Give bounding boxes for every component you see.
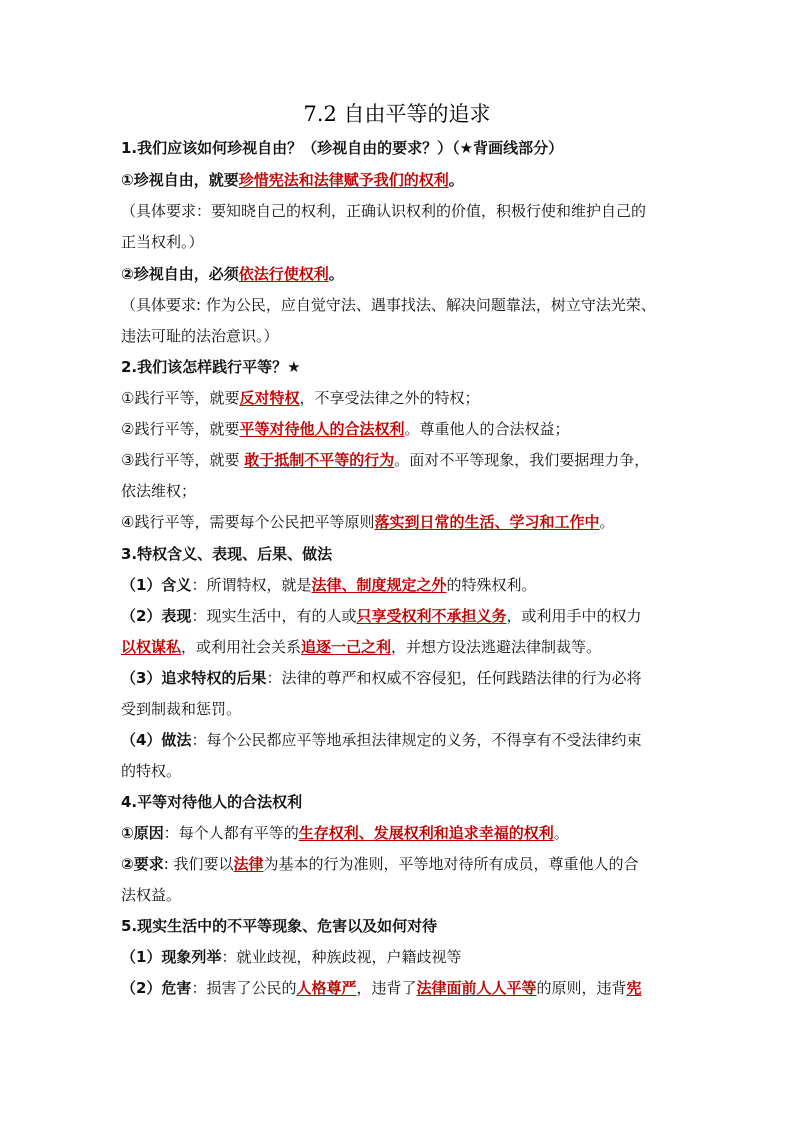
key-phrase: 以权谋私	[121, 638, 182, 656]
s2-item-3: ③践行平等，就要 敢于抵制不平等的行为。面对不平等现象，我们要据理力争，	[121, 451, 650, 469]
key-phrase: 珍惜宪法和法律赋予我们的权利	[238, 171, 449, 189]
s1-point-2: ②珍视自由，必须依法行使权利。	[121, 265, 344, 283]
key-phrase: 敢于抵制不平等的行为	[244, 451, 395, 469]
key-phrase: 生存权利、发展权利和追求幸福的权利	[298, 824, 554, 842]
section-1-heading: 1.我们应该如何珍视自由？（珍视自由的要求？）（★背画线部分）	[121, 139, 564, 157]
s1-point-2-note-cont: 违法可耻的法治意识。）	[121, 327, 279, 345]
s2-item-4: ④践行平等，需要每个公民把平等原则落实到日常的生活、学习和工作中。	[121, 513, 615, 531]
key-phrase: 法律	[233, 855, 264, 873]
s2-item-3-cont: 依法维权；	[121, 482, 197, 500]
key-phrase: 人格尊严	[296, 979, 357, 997]
s1-point-1-note: （具体要求：要知晓自己的权利，正确认识权利的价值，积极行使和维护自己的	[121, 202, 647, 220]
s3-item-3-cont: 受到制裁和惩罚。	[121, 700, 242, 718]
s3-item-2-cont: 以权谋私，或利用社会关系追逐一己之利，并想方设法逃避法律制裁等。	[121, 638, 602, 656]
section-4-heading: 4.平等对待他人的合法权利	[121, 793, 303, 811]
key-phrase: 反对特权	[239, 389, 300, 407]
s3-item-4: （4）做法：每个公民都应平等地承担法律规定的义务，不得享有不受法律约束	[121, 731, 642, 749]
s5-item-2: （2）危害：损害了公民的人格尊严，违背了法律面前人人平等的原则，违背宪	[121, 979, 642, 997]
s4-item-2: ②要求: 我们要以法律为基本的行为准则，平等地对待所有成员，尊重他人的合	[121, 855, 639, 873]
key-phrase: 追逐一己之利	[301, 638, 392, 656]
s3-item-1: （1）含义：所谓特权，就是法律、制度规定之外的特殊权利。	[121, 576, 537, 594]
s3-item-4-cont: 的特权。	[121, 762, 182, 780]
s1-point-1-note-cont: 正当权利。）	[121, 233, 204, 251]
s1-point-1: ①珍视自由，就要珍惜宪法和法律赋予我们的权利。	[121, 171, 464, 189]
key-phrase: 法律、制度规定之外	[311, 576, 447, 594]
key-phrase: 平等对待他人的合法权利	[239, 420, 405, 438]
s4-item-2-cont: 法权益。	[121, 886, 182, 904]
key-phrase: 法律面前人人平等	[416, 979, 537, 997]
s3-item-3: （3）追求特权的后果：法律的尊严和权威不容侵犯，任何践踏法律的行为必将	[121, 669, 642, 687]
section-2-heading: 2.我们该怎样践行平等？★	[121, 358, 301, 376]
s2-item-2: ②践行平等，就要平等对待他人的合法权利。尊重他人的合法权益；	[121, 420, 570, 438]
key-phrase: 只享受权利不承担义务	[356, 607, 507, 625]
section-3-heading: 3.特权含义、表现、后果、做法	[121, 545, 333, 563]
s2-item-1: ①践行平等，就要反对特权，不享受法律之外的特权；	[121, 389, 480, 407]
key-phrase: 依法行使权利	[238, 265, 329, 283]
key-phrase: 落实到日常的生活、学习和工作中	[374, 513, 600, 531]
s1-point-2-note: （具体要求: 作为公民，应自觉守法、遇事找法、解决问题靠法，树立守法光荣、	[121, 296, 656, 314]
s3-item-2: （2）表现：现实生活中，有的人或只享受权利不承担义务，或利用手中的权力	[121, 607, 642, 625]
s4-item-1: ①原因：每个人都有平等的生存权利、发展权利和追求幸福的权利。	[121, 824, 569, 842]
key-phrase: 宪	[626, 979, 642, 997]
s5-item-1: （1）现象列举：就业歧视，种族歧视，户籍歧视等	[121, 948, 462, 966]
page-title: 7.2 自由平等的追求	[303, 102, 491, 126]
section-5-heading: 5.现实生活中的不平等现象、危害以及如何对待	[121, 917, 438, 935]
